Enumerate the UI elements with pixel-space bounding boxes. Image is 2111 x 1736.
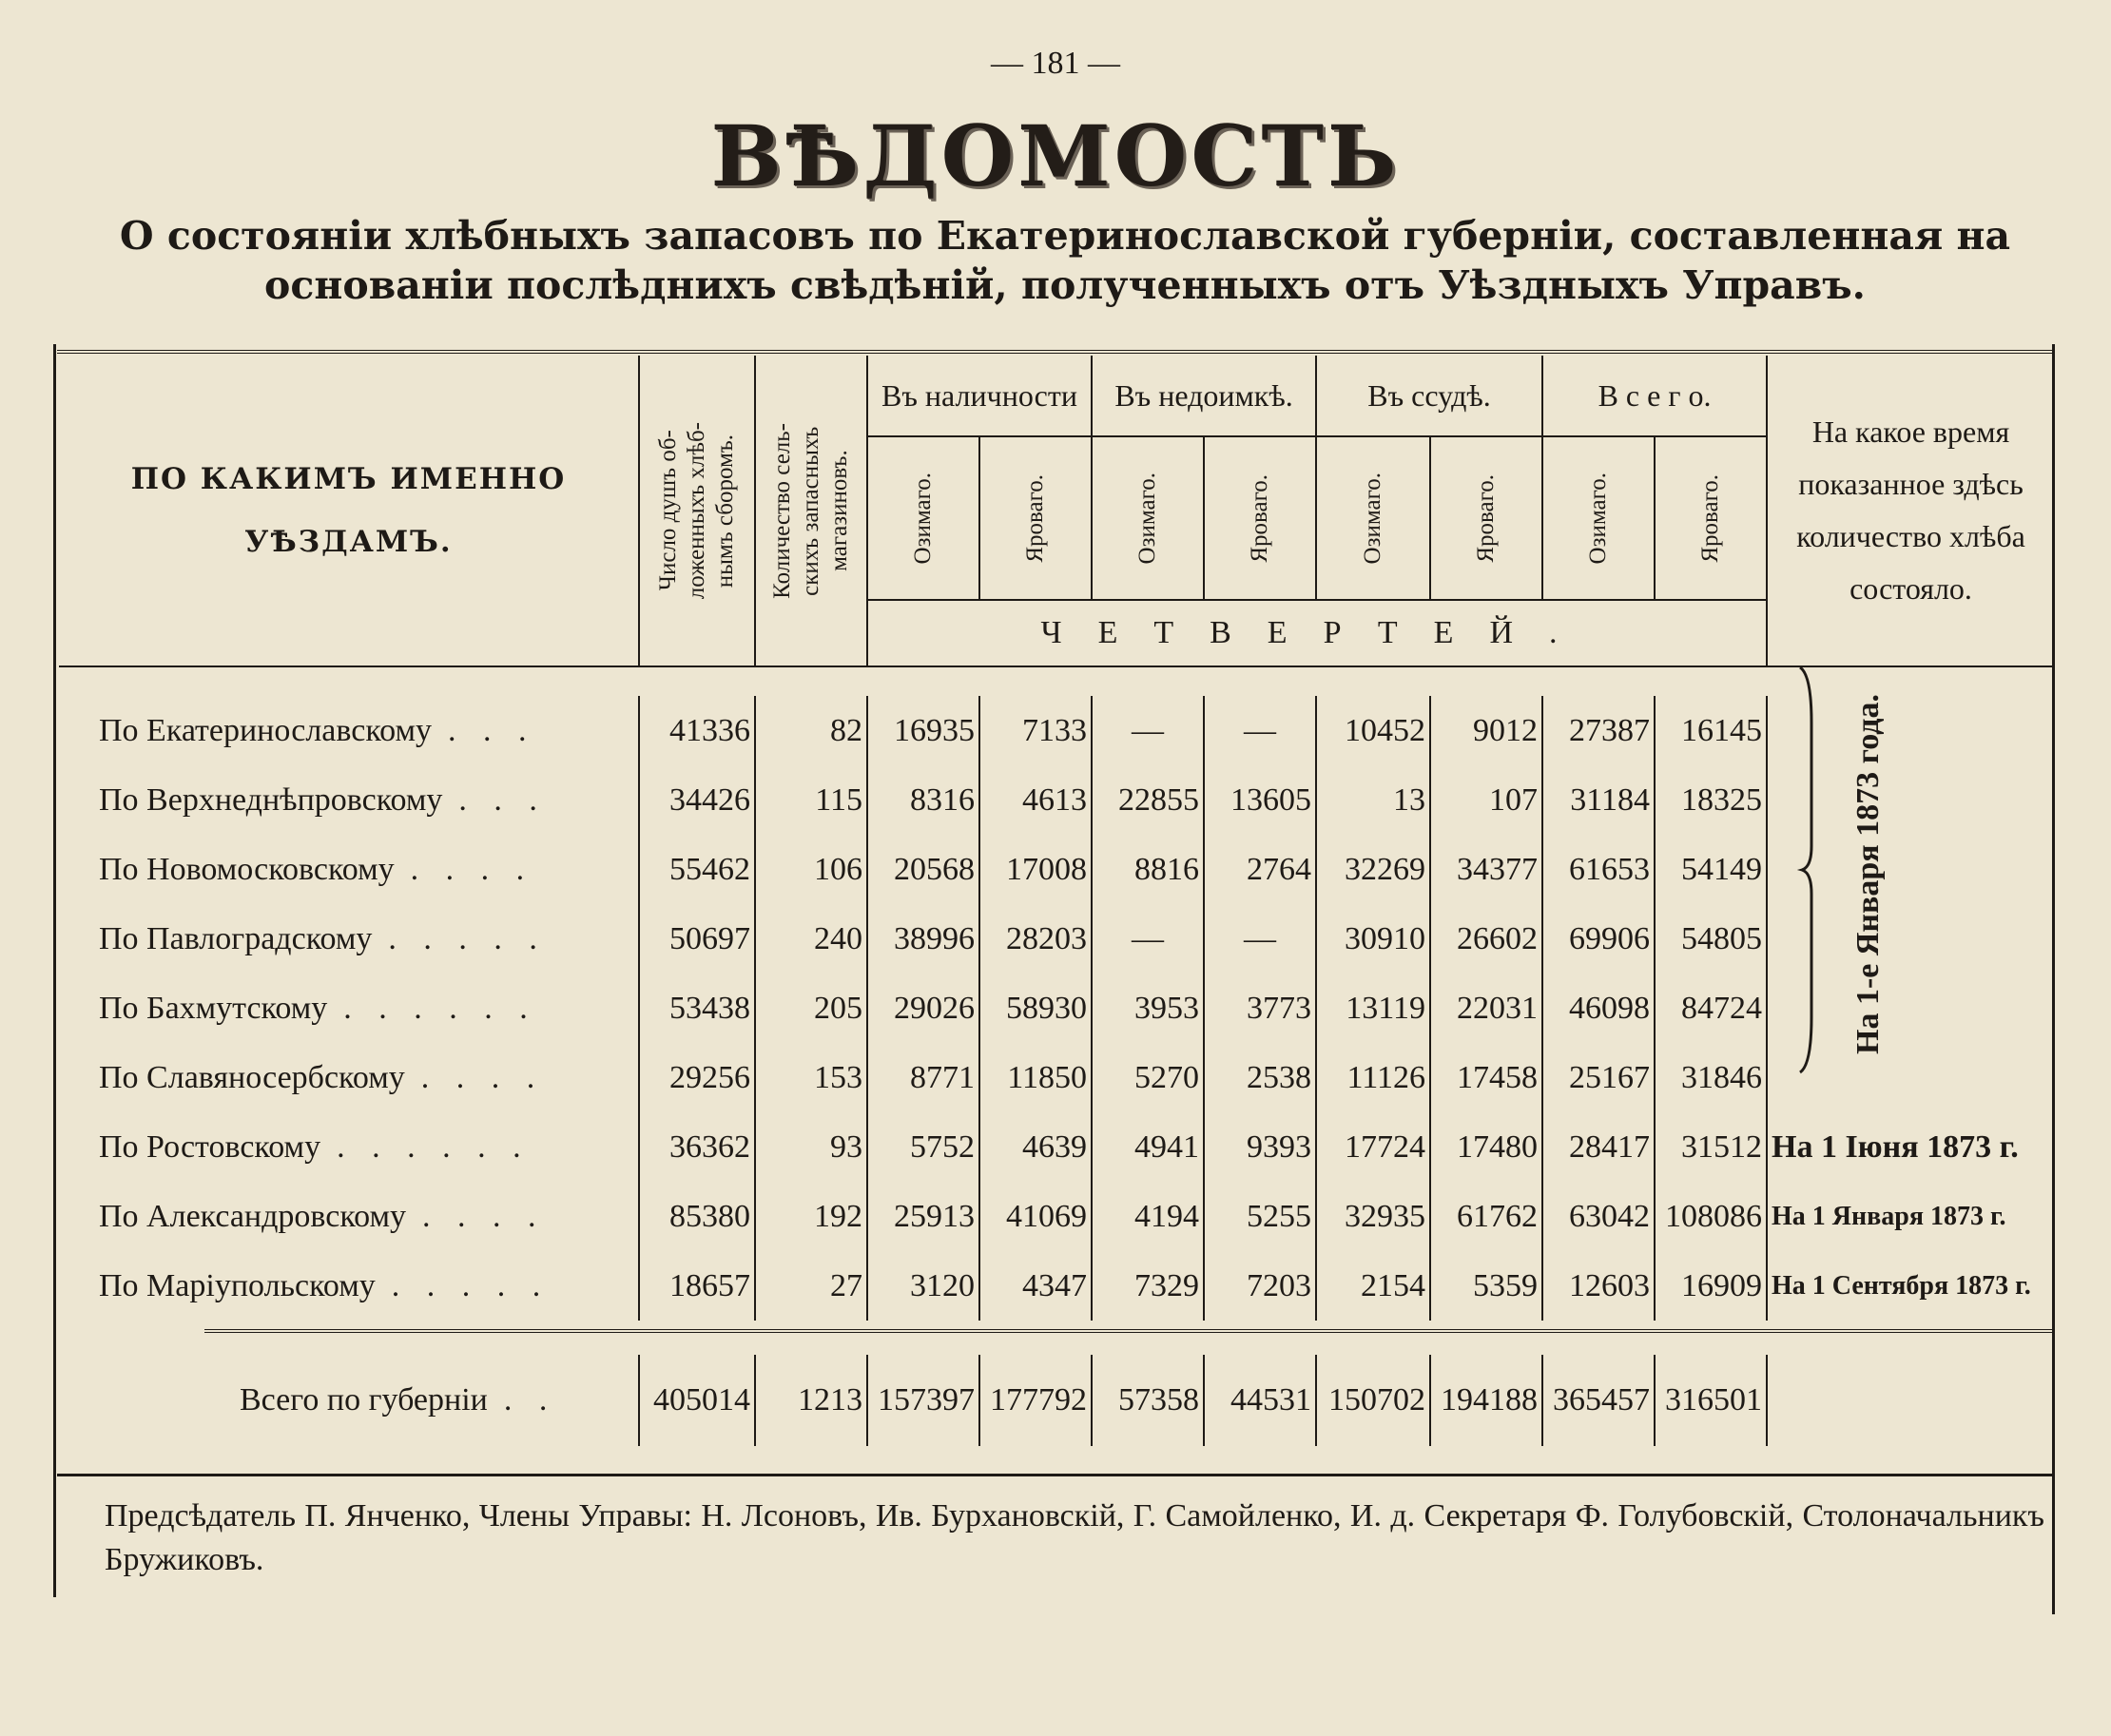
table-cell: 4194: [1092, 1182, 1204, 1251]
total-row: [59, 1355, 2054, 1446]
district-name: По Александровскому . . . .: [99, 1198, 546, 1234]
frame-top-rule: [57, 350, 2054, 354]
table-cell: 4613: [979, 765, 1092, 835]
table-cell: 12603: [1542, 1251, 1655, 1321]
table-cell: 27387: [1542, 696, 1655, 765]
table-cell: 9012: [1430, 696, 1542, 765]
table-cell: 25913: [867, 1182, 979, 1251]
district-name: По Маріупольскому . . . . .: [99, 1267, 551, 1303]
table-cell: 53438: [639, 974, 755, 1043]
table-cell: 41069: [979, 1182, 1092, 1251]
district-name: По Ростовскому . . . . . .: [99, 1128, 531, 1165]
table-cell: 8816: [1092, 835, 1204, 904]
table-cell: 17458: [1430, 1043, 1542, 1112]
table-cell: 192: [755, 1182, 867, 1251]
signatures-footer: Предсѣдатель П. Янченко, Члены Управы: Н. Лсоновъ, Ив. Бурхановскій, Г. Самойленко, И. д. Секретаря Ф. Голубовскій, Столоначальникъ Бружиковъ.: [105, 1498, 2044, 1577]
subheader-winter: Озимаго.: [1092, 436, 1204, 600]
district-name: По Бахмутскому . . . . . .: [99, 990, 537, 1026]
table-cell: 5270: [1092, 1043, 1204, 1112]
souls-header-text: Число душъ об- ложенныхъ хлѣб- нымъ сборомъ.: [655, 421, 738, 600]
total-cell: 365457: [1542, 1355, 1655, 1446]
date-cell: На 1 Сентября 1873 г.: [1767, 1251, 2054, 1321]
table-row: [59, 696, 2054, 765]
group-header-on-hand: Въ наличности: [867, 356, 1092, 436]
table-cell: 30910: [1316, 904, 1430, 974]
table-cell: 85380: [639, 1182, 755, 1251]
table-cell: 17724: [1316, 1112, 1430, 1182]
table-cell: 5752: [867, 1112, 979, 1182]
table-cell: 82: [755, 696, 867, 765]
table-cell: 4941: [1092, 1112, 1204, 1182]
table-cell: 9393: [1204, 1112, 1316, 1182]
table-cell: 16909: [1655, 1251, 1767, 1321]
table-cell: 13119: [1316, 974, 1430, 1043]
table-cell: 11126: [1316, 1043, 1430, 1112]
table-cell: 32269: [1316, 835, 1430, 904]
table-cell: 8316: [867, 765, 979, 835]
district-name: По Верхнеднѣпровскому . . .: [99, 781, 547, 818]
table-cell: 4639: [979, 1112, 1092, 1182]
table-row: [59, 1043, 2054, 1112]
table-cell: 38996: [867, 904, 979, 974]
total-cell: 57358: [1092, 1355, 1204, 1446]
table-cell: 205: [755, 974, 867, 1043]
subheader-spring: Яроваго.: [1655, 436, 1767, 600]
table-cell: 27: [755, 1251, 867, 1321]
table-row: [59, 904, 2054, 974]
table-cell: 16145: [1655, 696, 1767, 765]
table-cell: 18657: [639, 1251, 755, 1321]
table-cell: 61762: [1430, 1182, 1542, 1251]
table-cell: 32935: [1316, 1182, 1430, 1251]
table-cell: 25167: [1542, 1043, 1655, 1112]
page-number: — 181 —: [991, 46, 1120, 81]
table-cell: 31512: [1655, 1112, 1767, 1182]
table-cell: 5359: [1430, 1251, 1542, 1321]
subheader-spring: Яроваго.: [1430, 436, 1542, 600]
table-row: [59, 1182, 2054, 1251]
table-cell: 26602: [1430, 904, 1542, 974]
table-cell: 115: [755, 765, 867, 835]
table-cell: —: [1204, 696, 1316, 765]
table-cell: 58930: [979, 974, 1092, 1043]
stores-header-text: Количество сель- скихъ запасныхъ магазиновъ.: [769, 422, 852, 599]
table-row: [59, 974, 2054, 1043]
table-row: [59, 765, 2054, 835]
table-cell: 16935: [867, 696, 979, 765]
district-name: По Павлоградскому . . . . .: [99, 920, 547, 956]
table-cell: 69906: [1542, 904, 1655, 974]
total-cell: 157397: [867, 1355, 979, 1446]
total-cell: 44531: [1204, 1355, 1316, 1446]
date-brace: [1796, 665, 1817, 1074]
table-cell: 31184: [1542, 765, 1655, 835]
table-cell: 7133: [979, 696, 1092, 765]
subheader-spring: Яроваго.: [1204, 436, 1316, 600]
table-cell: 8771: [867, 1043, 979, 1112]
group-header-loan: Въ ссудѣ.: [1316, 356, 1542, 436]
souls-column-header: [639, 356, 755, 666]
table-cell: 108086: [1655, 1182, 1767, 1251]
table-cell: 63042: [1542, 1182, 1655, 1251]
table-cell: 34377: [1430, 835, 1542, 904]
subheader-winter: Озимаго.: [867, 436, 979, 600]
table-cell: 41336: [639, 696, 755, 765]
group-header-total: В с е г о.: [1542, 356, 1767, 436]
units-label: ЧЕТВЕРТЕЙ.: [867, 600, 1767, 666]
table-cell: 22855: [1092, 765, 1204, 835]
table-cell: 93: [755, 1112, 867, 1182]
table-cell: 240: [755, 904, 867, 974]
table-bottom-rule: [57, 1474, 2054, 1476]
date-column-header: На какое время показанное здѣсь количество хлѣба состояло.: [1767, 356, 2054, 666]
table-cell: 7329: [1092, 1251, 1204, 1321]
date-cell: На 1 Іюня 1873 г.: [1767, 1112, 2054, 1182]
total-cell: 177792: [979, 1355, 1092, 1446]
table-cell: 153: [755, 1043, 867, 1112]
table-cell: 2764: [1204, 835, 1316, 904]
table-cell: 29026: [867, 974, 979, 1043]
table-cell: 61653: [1542, 835, 1655, 904]
table-cell: 18325: [1655, 765, 1767, 835]
table-row: [59, 1251, 2054, 1321]
total-cell: 194188: [1430, 1355, 1542, 1446]
table-cell: 106: [755, 835, 867, 904]
total-rule: [204, 1329, 2054, 1333]
table-cell: 5255: [1204, 1182, 1316, 1251]
table-cell: 4347: [979, 1251, 1092, 1321]
subheader-winter: Озимаго.: [1316, 436, 1430, 600]
table-cell: 46098: [1542, 974, 1655, 1043]
table-cell: 11850: [979, 1043, 1092, 1112]
table-cell: —: [1092, 904, 1204, 974]
table-cell: 20568: [867, 835, 979, 904]
date-cell: На 1 Января 1873 г.: [1767, 1182, 2054, 1251]
table-cell: 107: [1430, 765, 1542, 835]
table-cell: 13: [1316, 765, 1430, 835]
total-cell: 405014: [639, 1355, 755, 1446]
table-cell: 28203: [979, 904, 1092, 974]
table-cell: 2154: [1316, 1251, 1430, 1321]
total-date-cell: [1767, 1355, 2054, 1446]
group-header-arrears: Въ недоимкѣ.: [1092, 356, 1316, 436]
frame-left-rule: [53, 344, 56, 1597]
district-name: По Екатеринославскому . . .: [99, 712, 536, 748]
shared-date-label: На 1-е Января 1873 года.: [1850, 694, 1886, 1055]
table-cell: 3773: [1204, 974, 1316, 1043]
total-cell: 1213: [755, 1355, 867, 1446]
table-cell: 54149: [1655, 835, 1767, 904]
table-cell: 34426: [639, 765, 755, 835]
table-cell: 50697: [639, 904, 755, 974]
subheader-winter: Озимаго.: [1542, 436, 1655, 600]
grain-reserves-table: [59, 356, 2054, 1446]
document-subtitle: О состояніи хлѣбныхъ запасовъ по Екатеринославской губерніи, составленная на основаніи послѣднихъ свѣдѣній, полученныхъ отъ Уѣздныхъ Управъ.: [119, 213, 2011, 308]
table-cell: 17480: [1430, 1112, 1542, 1182]
table-cell: 3953: [1092, 974, 1204, 1043]
table-row: [59, 1112, 2054, 1182]
table-cell: 29256: [639, 1043, 755, 1112]
table-cell: 28417: [1542, 1112, 1655, 1182]
document-title: ВѢДОМОСТЬ: [710, 106, 1401, 205]
stores-column-header: [755, 356, 867, 666]
subheader-spring: Яроваго.: [979, 436, 1092, 600]
table-cell: 84724: [1655, 974, 1767, 1043]
total-label: Всего по губерніи . .: [240, 1382, 557, 1418]
table-cell: 22031: [1430, 974, 1542, 1043]
table-cell: 36362: [639, 1112, 755, 1182]
district-name: По Славяносербскому . . . .: [99, 1059, 545, 1095]
district-name: По Новомосковскому . . . .: [99, 851, 534, 887]
total-cell: 150702: [1316, 1355, 1430, 1446]
table-cell: 3120: [867, 1251, 979, 1321]
district-column-header: ПО КАКИМЪ ИМЕННО УѢЗДАМЪ.: [59, 356, 639, 666]
table-cell: —: [1204, 904, 1316, 974]
table-cell: —: [1092, 696, 1204, 765]
table-cell: 2538: [1204, 1043, 1316, 1112]
total-cell: 316501: [1655, 1355, 1767, 1446]
table-cell: 10452: [1316, 696, 1430, 765]
table-cell: 13605: [1204, 765, 1316, 835]
table-row: [59, 835, 2054, 904]
table-cell: 17008: [979, 835, 1092, 904]
table-cell: 31846: [1655, 1043, 1767, 1112]
table-cell: 55462: [639, 835, 755, 904]
table-cell: 7203: [1204, 1251, 1316, 1321]
table-cell: 54805: [1655, 904, 1767, 974]
district-rows: [59, 696, 2054, 1321]
